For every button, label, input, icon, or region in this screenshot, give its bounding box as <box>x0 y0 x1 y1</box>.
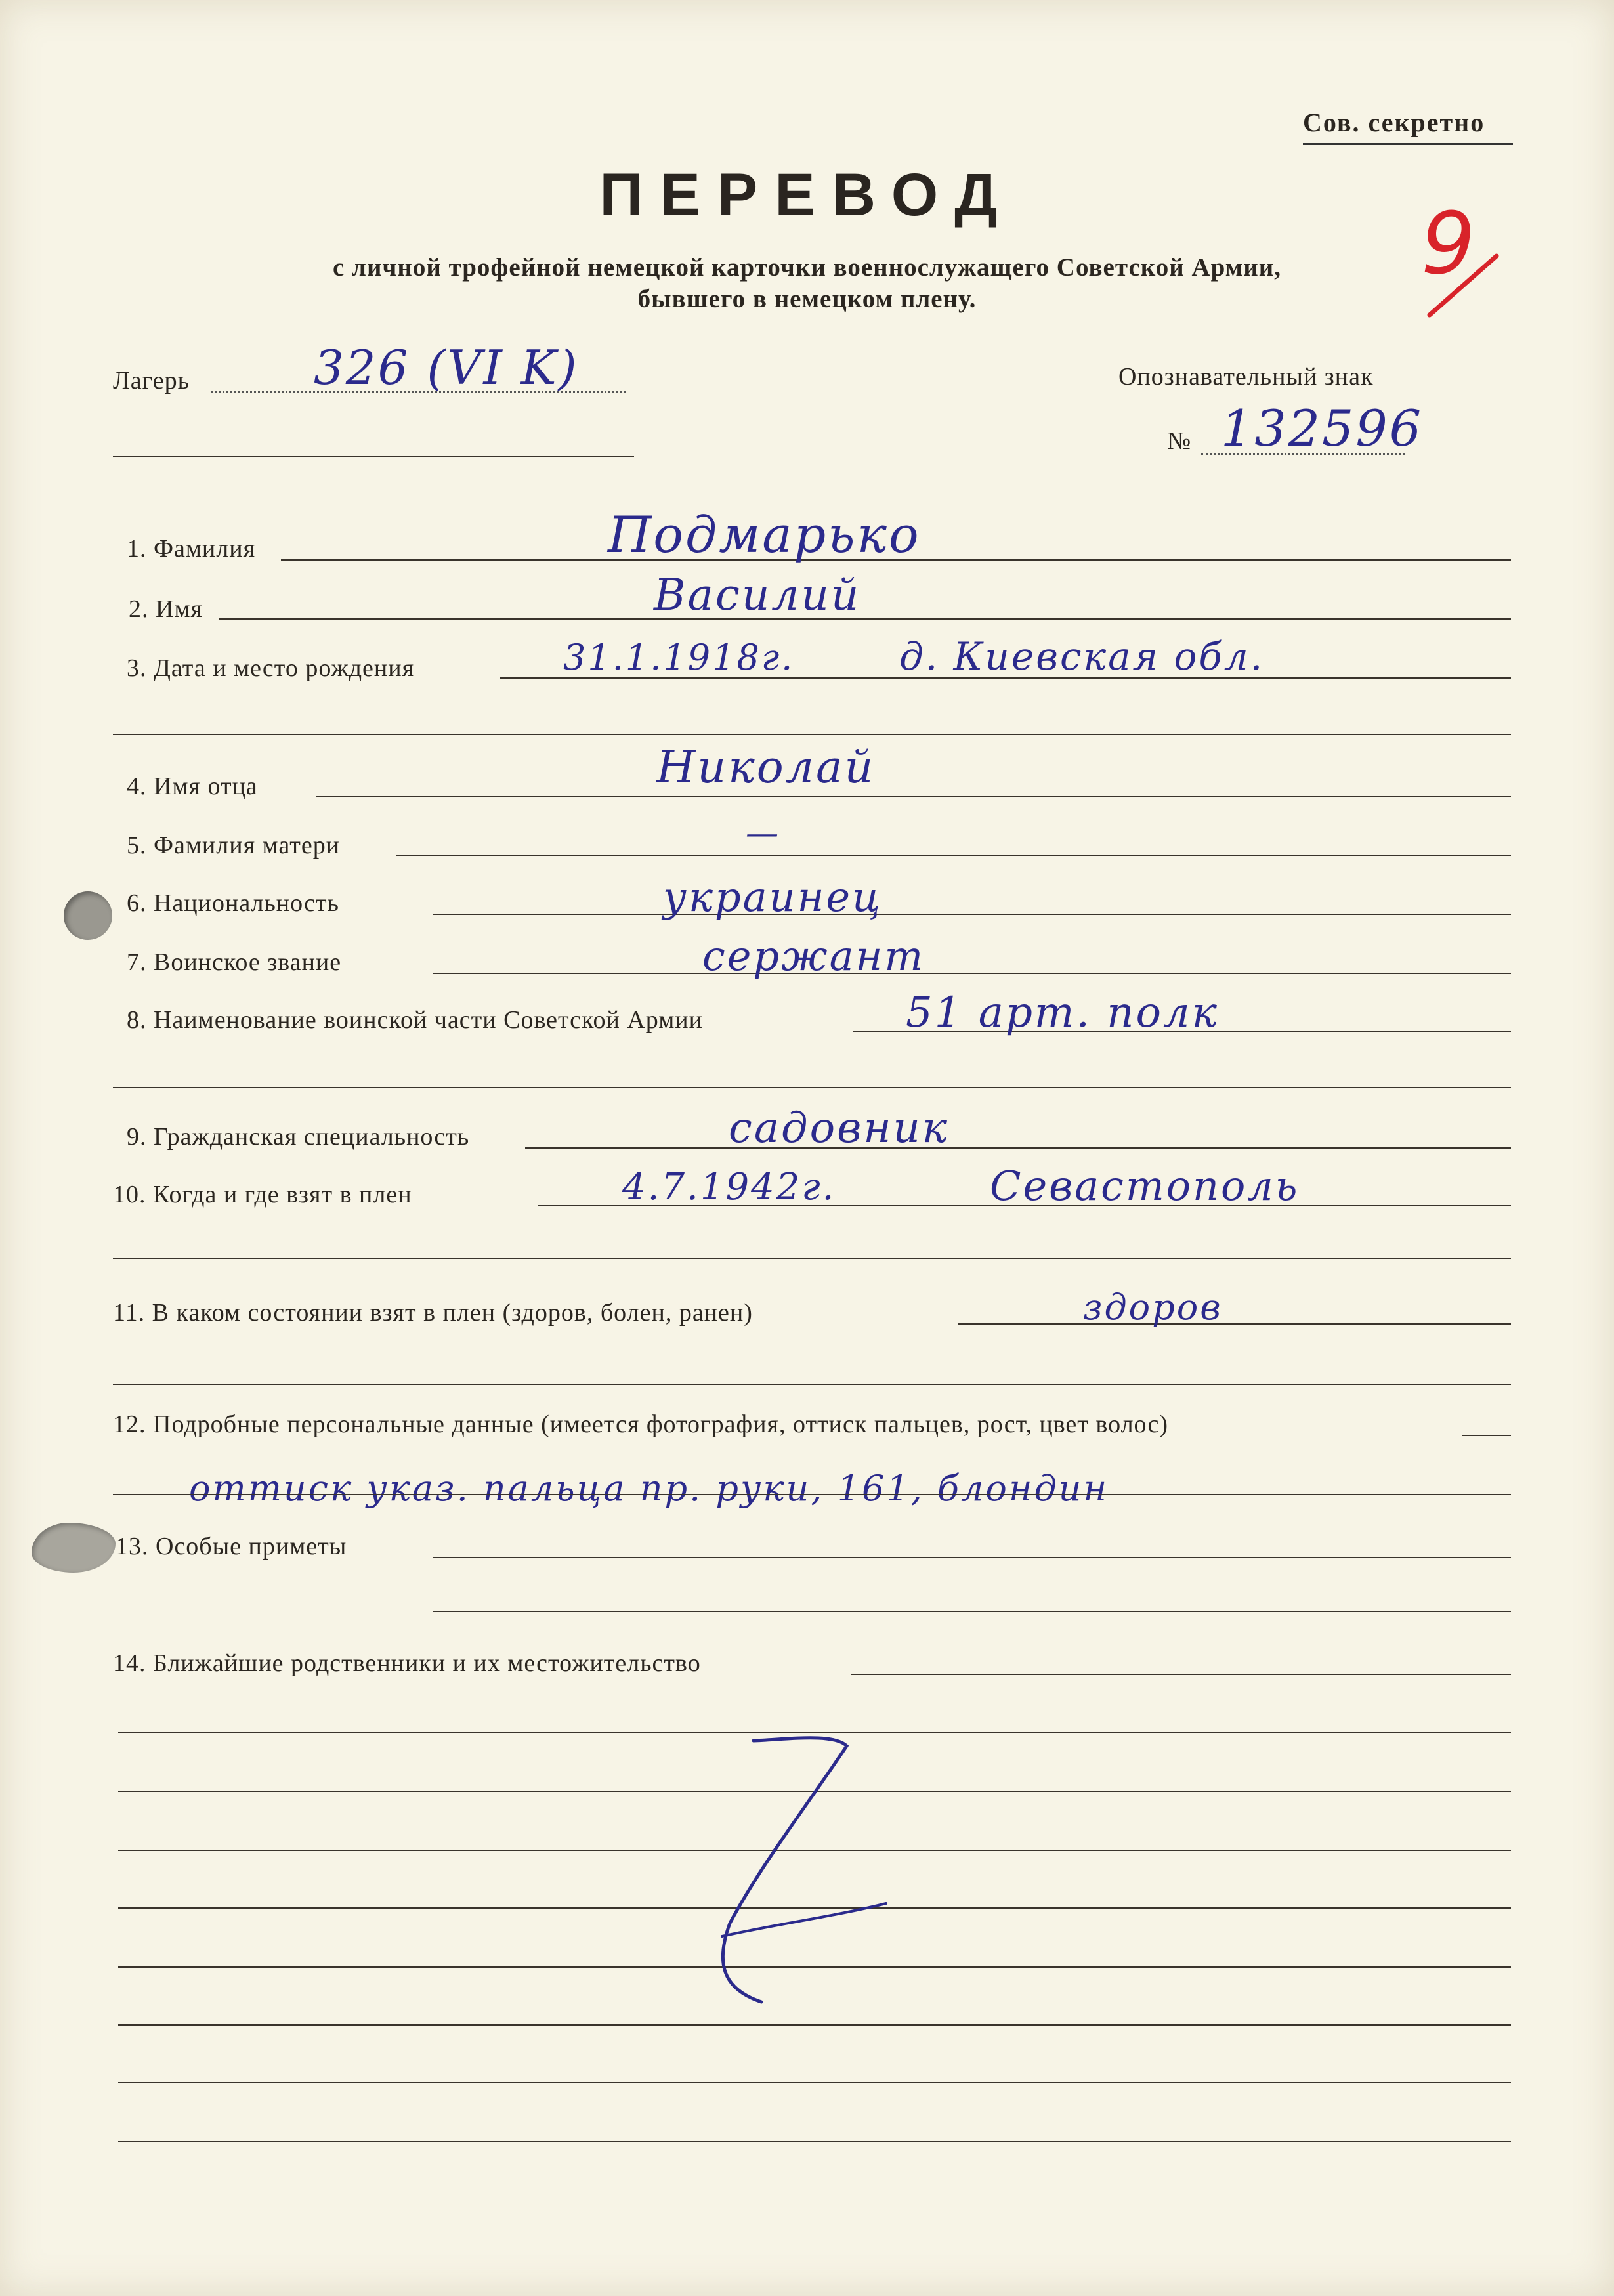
profession-value: садовник <box>729 1104 949 1153</box>
handwritten-cancellation-mark <box>683 1726 919 2015</box>
nationality-label: 6. Национальность <box>127 889 339 917</box>
document-subtitle-line1: с личной трофейной немецкой карточки военнослужащего Советской Армии, <box>333 253 1281 282</box>
id-tag-number-sign: № <box>1167 427 1192 455</box>
condition-value: здоров <box>1083 1286 1223 1328</box>
birth-label: 3. Дата и место рождения <box>127 654 415 682</box>
surname-value: Подмарько <box>608 505 921 564</box>
condition-second-line <box>113 1384 1511 1385</box>
mother-surname-label: 5. Фамилия матери <box>127 832 341 859</box>
unit-second-line <box>113 1087 1511 1088</box>
personal-data-label: 12. Подробные персональные данные (имеется фотография, оттиск пальцев, рост, цвет волос) <box>113 1411 1168 1438</box>
camp-value: 326 (VI K) <box>314 340 579 395</box>
special-features-line <box>433 1557 1511 1558</box>
camp-second-line <box>113 456 634 457</box>
document-title: ПЕРЕВОД <box>599 161 1015 228</box>
red-checkmark-stroke <box>1424 249 1503 322</box>
id-tag-value: 132596 <box>1221 399 1424 457</box>
rank-label: 7. Воинское звание <box>127 948 342 976</box>
special-features-second-line <box>433 1611 1511 1612</box>
condition-line <box>958 1323 1511 1325</box>
rank-value: сержант <box>702 932 925 980</box>
blank-line-8 <box>118 2141 1511 2142</box>
relatives-label: 14. Ближайшие родственники и их местожительство <box>113 1649 701 1677</box>
captured-second-line <box>113 1258 1511 1259</box>
first-name-value: Василий <box>654 570 861 620</box>
document-subtitle-line2: бывшего в немецком плену. <box>637 285 977 313</box>
profession-label: 9. Гражданская специальность <box>127 1123 470 1151</box>
id-tag-label: Опознавательный знак <box>1118 363 1374 391</box>
blank-line-6 <box>118 2024 1511 2026</box>
captured-when-where-label: 10. Когда и где взят в плен <box>113 1181 412 1208</box>
father-name-line <box>316 796 1511 797</box>
condition-label: 11. В каком состоянии взят в плен (здоров, болен, ранен) <box>113 1299 753 1327</box>
unit-label: 8. Наименование воинской части Советской Армии <box>127 1006 703 1034</box>
personal-data-line <box>1462 1435 1511 1436</box>
birth-date-value: 31.1.1918г. <box>563 637 795 678</box>
captured-place-value: Севастополь <box>990 1162 1300 1210</box>
special-features-label: 13. Особые приметы <box>116 1533 347 1560</box>
camp-label: Лагерь <box>113 367 190 394</box>
rank-line <box>433 973 1511 974</box>
profession-line <box>525 1147 1511 1149</box>
classification-underline <box>1303 143 1513 145</box>
mother-surname-line <box>396 855 1511 856</box>
relatives-line <box>851 1674 1511 1675</box>
personal-data-second-line <box>113 1494 1511 1495</box>
nationality-value: украинец <box>663 873 883 921</box>
punch-hole <box>64 891 112 940</box>
unit-value: 51 арт. полк <box>906 989 1219 1037</box>
birth-place-value: д. Киевская обл. <box>899 634 1265 679</box>
birth-second-line <box>113 734 1511 735</box>
nationality-line <box>433 914 1511 915</box>
first-name-label: 2. Имя <box>129 595 203 623</box>
surname-label: 1. Фамилия <box>127 535 256 563</box>
captured-date-value: 4.7.1942г. <box>622 1166 836 1208</box>
personal-data-value: оттиск указ. пальца пр. руки, 161, блондин <box>189 1468 1109 1509</box>
classification-stamp: Сов. секретно <box>1303 108 1485 137</box>
blank-line-7 <box>118 2082 1511 2083</box>
red-handwritten-number: 9 <box>1421 194 1476 293</box>
mother-surname-value: — <box>746 814 780 852</box>
father-name-value: Николай <box>656 742 876 794</box>
first-name-line <box>219 618 1511 620</box>
torn-punch-hole <box>32 1523 116 1573</box>
father-name-label: 4. Имя отца <box>127 773 258 800</box>
